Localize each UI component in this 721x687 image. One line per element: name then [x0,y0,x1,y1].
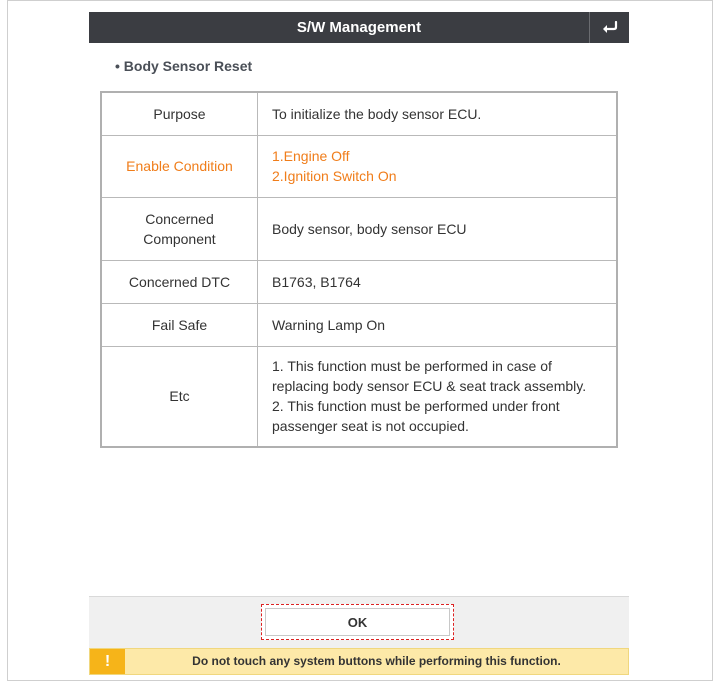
table-row [101,92,617,135]
label-line: Component [143,230,216,247]
row-label: Fail Safe [101,303,258,346]
row-label: Etc [101,346,258,447]
value-line: Body sensor, body sensor ECU [272,220,467,237]
warning-banner [89,648,629,675]
button-bar [89,596,629,649]
row-value [258,346,618,447]
value-line: passenger seat is not occupied. [272,418,469,435]
table-row [101,135,617,197]
warning-icon: ! [90,649,125,674]
dialog-title: S/W Management [296,19,422,36]
row-value [258,303,618,346]
value-line: 1.Engine Off [272,148,350,164]
table-row [101,346,617,447]
back-button[interactable] [589,12,629,43]
ok-label: OK [347,614,368,630]
value-line: 2.Ignition Switch On [272,168,397,184]
row-label [101,197,258,260]
row-value [258,92,618,135]
table-row [101,303,617,346]
value-line: 2. This function must be performed under front [272,398,560,415]
table-row [101,197,617,260]
row-label: Purpose [101,92,258,135]
value-line: To initialize the body sensor ECU. [272,105,482,122]
ok-button[interactable] [261,604,454,640]
title-bar [89,12,629,43]
row-value [258,260,618,303]
row-value [258,135,618,197]
return-arrow-icon [601,21,619,35]
row-label: Enable Condition [101,135,258,197]
label-line: Concerned [145,210,214,227]
row-label: Concerned DTC [101,260,258,303]
warning-text: Do not touch any system buttons while performing this function. [192,654,561,668]
row-value [258,197,618,260]
info-table [100,91,618,448]
value-line: B1763, B1764 [272,273,361,290]
table-row [101,260,617,303]
value-line: Warning Lamp On [272,316,386,333]
section-title: • Body Sensor Reset [115,58,253,74]
value-line: replacing body sensor ECU & seat track assembly. [272,378,587,395]
value-line: 1. This function must be performed in case of [272,358,552,375]
